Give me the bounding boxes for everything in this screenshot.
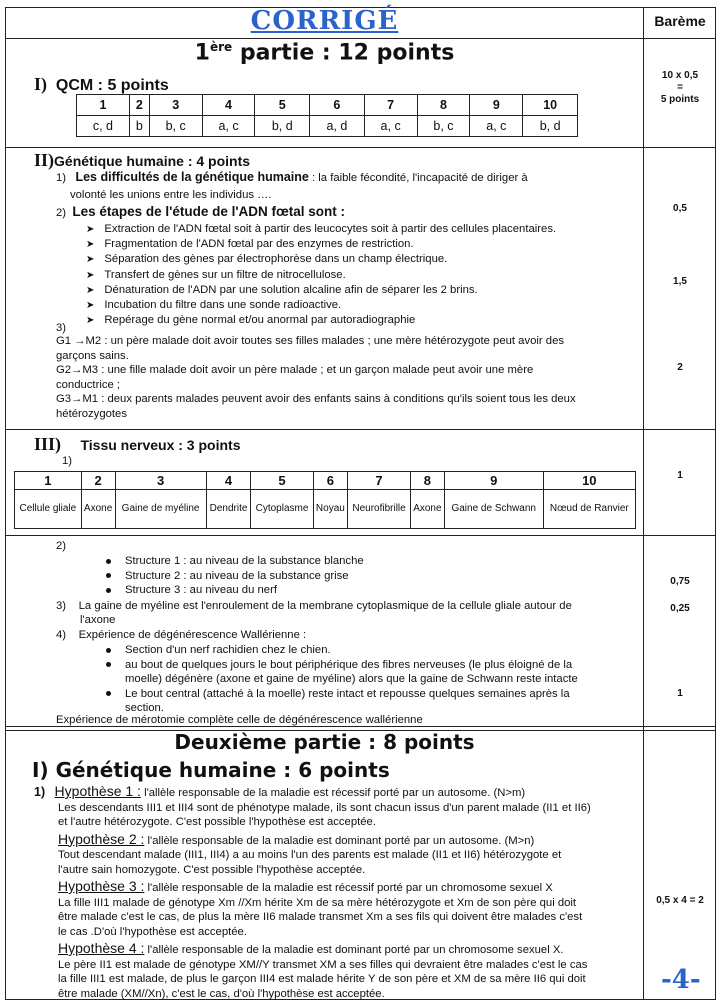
qcm-question-number: 7 <box>364 95 417 116</box>
bullet-icon <box>106 573 111 578</box>
nerve-structure-label: Axone <box>410 490 444 529</box>
nerve-structure-number: 9 <box>444 472 543 490</box>
qcm-answer: b <box>129 116 149 137</box>
nerve-q3-cont: l'axone <box>80 614 116 626</box>
score: 0,5 <box>673 203 687 214</box>
nerve-conclusion: Expérience de mérotomie complète celle de dégénérescence wallérienne <box>56 714 423 726</box>
genetics-q1: 1) Les difficultés de la génétique humaine : la faible fécondité, l'incapacité de diriger à <box>56 170 528 184</box>
arrow-bullet-icon: ➤ <box>86 315 95 327</box>
genetics-q3-answers: G1 →M2 : un père malade doit avoir toutes ses filles malades ; une mère hétérozygote peut avoir des garçons sains. G2→M3 : une fille malade doit avoir un père malade ; et un garçon malade peut avoir une mère conductrice ; G3→M1 : deux parents malades peuvent avoir des enfants sains à conditions qu'ils soient tous les deux hétérozygotes <box>56 335 576 420</box>
adn-step: ➤ Extraction de l'ADN fœtal soit à partir des leucocytes soit à partir des cellules placentaires. <box>86 223 557 235</box>
arrow-bullet-icon: ➤ <box>86 224 95 235</box>
nerve-structure-number: 4 <box>206 472 251 490</box>
qcm-answer: a, c <box>470 116 523 137</box>
qcm-question-number: 6 <box>310 95 365 116</box>
divider <box>6 429 715 430</box>
qcm-answer: b, d <box>523 116 578 137</box>
answer-key-page <box>5 7 716 1000</box>
divider <box>6 147 715 148</box>
qcm-answer: a, c <box>202 116 255 137</box>
nerve-structure-label: Cytoplasme <box>251 490 313 529</box>
adn-step: ➤ Transfert de gènes sur un filtre de nitrocellulose. <box>86 268 346 281</box>
adn-step: ➤ Repérage du gène normal et/ou anormal par autoradiographie <box>86 314 416 327</box>
arrow-bullet-icon: ➤ <box>86 284 95 296</box>
nerve-structure-number: 2 <box>81 472 115 490</box>
arrow-bullet-icon: ➤ <box>86 300 95 312</box>
qcm-answer: a, d <box>310 116 365 137</box>
score: 2 <box>677 362 683 373</box>
qcm-answer: a, c <box>364 116 417 137</box>
qcm-question-number: 2 <box>129 95 149 116</box>
adn-steps-list <box>86 222 556 328</box>
nerve-structure-label: Noyau <box>313 490 348 529</box>
nerve-structure-label: Gaine de Schwann <box>444 490 543 529</box>
bareme-header: Barème <box>654 13 706 29</box>
nerve-structure-label: Axone <box>81 490 115 529</box>
arrow-bullet-icon: ➤ <box>86 239 95 251</box>
nerve-q4: 4) Expérience de dégénérescence Wallérienne : <box>56 629 307 641</box>
structure-item: Structure 3 : au niveau du nerf <box>106 583 364 598</box>
genetics-q2: 2) Les étapes de l'étude de l'ADN fœtal sont : <box>56 204 346 219</box>
structure-item: Structure 1 : au niveau de la substance blanche <box>106 554 364 569</box>
qcm-answer: b, c <box>417 116 470 137</box>
divider <box>6 535 715 536</box>
bullet-icon <box>106 588 111 593</box>
qcm-score: 10 x 0,5 = 5 points <box>660 70 700 105</box>
adn-step: ➤ Incubation du filtre dans une sonde radioactive. <box>86 299 342 312</box>
score: 1 <box>677 688 683 699</box>
genetics-q1-cont: volonté les unions entre les individus …. <box>70 189 272 201</box>
nerve-structure-number: 3 <box>115 472 206 490</box>
genetics-q3-num: 3) <box>56 322 67 334</box>
adn-step: ➤ Fragmentation de l'ADN fœtal par des enzymes de restriction. <box>86 238 414 251</box>
score: 1,5 <box>673 276 687 287</box>
bareme-column-divider <box>643 8 644 999</box>
score: 1 <box>677 470 683 481</box>
nerve-structure-label: Nœud de Ranvier <box>543 490 635 529</box>
structures-list <box>106 554 364 598</box>
nerve-structure-label: Gaine de myéline <box>115 490 206 529</box>
nerve-heading: III) Tissu nerveux : 3 points <box>34 434 241 454</box>
nerve-structure-label: Cellule gliale <box>15 490 82 529</box>
qcm-question-number: 5 <box>255 95 310 116</box>
qcm-question-number: 8 <box>417 95 470 116</box>
page-title: CORRIGÉ <box>250 6 399 36</box>
divider <box>6 38 715 39</box>
score: 0,5 x 4 = 2 <box>656 895 704 906</box>
nerve-structure-number: 6 <box>313 472 348 490</box>
nerve-structure-number: 10 <box>543 472 635 490</box>
nerve-structure-label: Neurofibrille <box>348 490 411 529</box>
nerve-structure-label: Dendrite <box>206 490 251 529</box>
nerve-structure-number: 7 <box>348 472 411 490</box>
score: 0,75 <box>670 576 690 587</box>
nerve-table <box>14 471 636 529</box>
page-number: -4- <box>661 965 701 995</box>
arrow-bullet-icon: ➤ <box>86 254 95 266</box>
part2-heading: I) Génétique humaine : 6 points <box>32 758 390 782</box>
wallerian-list: Section d'un nerf rachidien chez le chien. au bout de quelques jours le bout périphérique des fibres nerveuses (le plus éloigné de la moelle) dégénère (axone et gaine de myéline) alors que la gaine de Schwann reste intacte Le bout central (attaché à la moelle) reste intact et repousse quelques semaines après la section. <box>106 643 641 716</box>
qcm-question-number: 1 <box>77 95 130 116</box>
qcm-question-number: 9 <box>470 95 523 116</box>
nerve-q1-num: 1) <box>62 455 73 467</box>
nerve-structure-number: 5 <box>251 472 313 490</box>
nerve-structure-number: 1 <box>15 472 82 490</box>
bullet-icon <box>106 559 111 564</box>
qcm-heading: I) QCM : 5 points <box>34 74 169 94</box>
adn-step: ➤ Séparation des gènes par électrophorèse dans un champ électrique. <box>86 253 448 266</box>
nerve-structure-number: 8 <box>410 472 444 490</box>
qcm-answer: c, d <box>77 116 130 137</box>
nerve-q2-num: 2) <box>56 540 67 552</box>
part1-title: 1ère partie : 12 points <box>194 40 455 66</box>
adn-step: ➤ Dénaturation de l'ADN par une solution alcaline afin de séparer les 2 brins. <box>86 283 478 296</box>
genetics-heading: II)Génétique humaine : 4 points <box>34 150 251 170</box>
score: 0,25 <box>670 603 690 614</box>
qcm-question-number: 4 <box>202 95 255 116</box>
structure-item: Structure 2 : au niveau de la substance grise <box>106 569 364 584</box>
hypotheses: 1) Hypothèse 1 : l'allèle responsable de la maladie est récessif porté par un autosome. (N>m) Les descendants III1 et III4 sont de phénotype malade, ils sont chacun issus d'un parent malade (II1 et II6) et l'autre hétérozygote. C'est possible l'hypothèse est acceptée. Hypothèse 2 : l'allèle responsable de la maladie est dominant porté par un autosome. (M>n) Tout descendant malade (III1, III4) a au moins l'un des parents est malade (II1 et II6) hétérozygote et l'autre sain homozygote. C'est possible l'hypothèse acceptée. Hypothèse 3 : l'allèle responsable de la maladie est récessif porté par un chromosome sexuel X La fille III1 malade de génotype Xm //Xm hérite Xm de sa mère hétérozygote et Xm de son père qui doit être malade c'est le cas, de plus la mère II6 malade transmet Xm a ses fils qui doivent être malades c'est le cas .D'où l'hypothèse est acceptée. Hypothèse 4 : l'allèle responsable de la maladie est dominant porté par un chromosome sexuel X. Le père II1 est malade de génotype XM//Y transmet XM a ses filles qui devraient être malades c'est le cas la fille III1 est malade, de plus le garçon III4 est malade hérite Y de son père et XM de sa mère II6 qui doit être malade (XM//Xn), c'est le cas, d'où l'hypothèse est acceptée. <box>34 783 591 1000</box>
qcm-table <box>76 94 578 137</box>
qcm-answer: b, c <box>149 116 202 137</box>
nerve-q3: 3) La gaine de myéline est l'enroulement de la membrane cytoplasmique de la cellule gliale autour de <box>56 600 572 612</box>
qcm-question-number: 3 <box>149 95 202 116</box>
qcm-question-number: 10 <box>523 95 578 116</box>
qcm-answer: b, d <box>255 116 310 137</box>
part2-title: Deuxième partie : 8 points <box>174 730 475 754</box>
arrow-bullet-icon: ➤ <box>86 269 95 281</box>
